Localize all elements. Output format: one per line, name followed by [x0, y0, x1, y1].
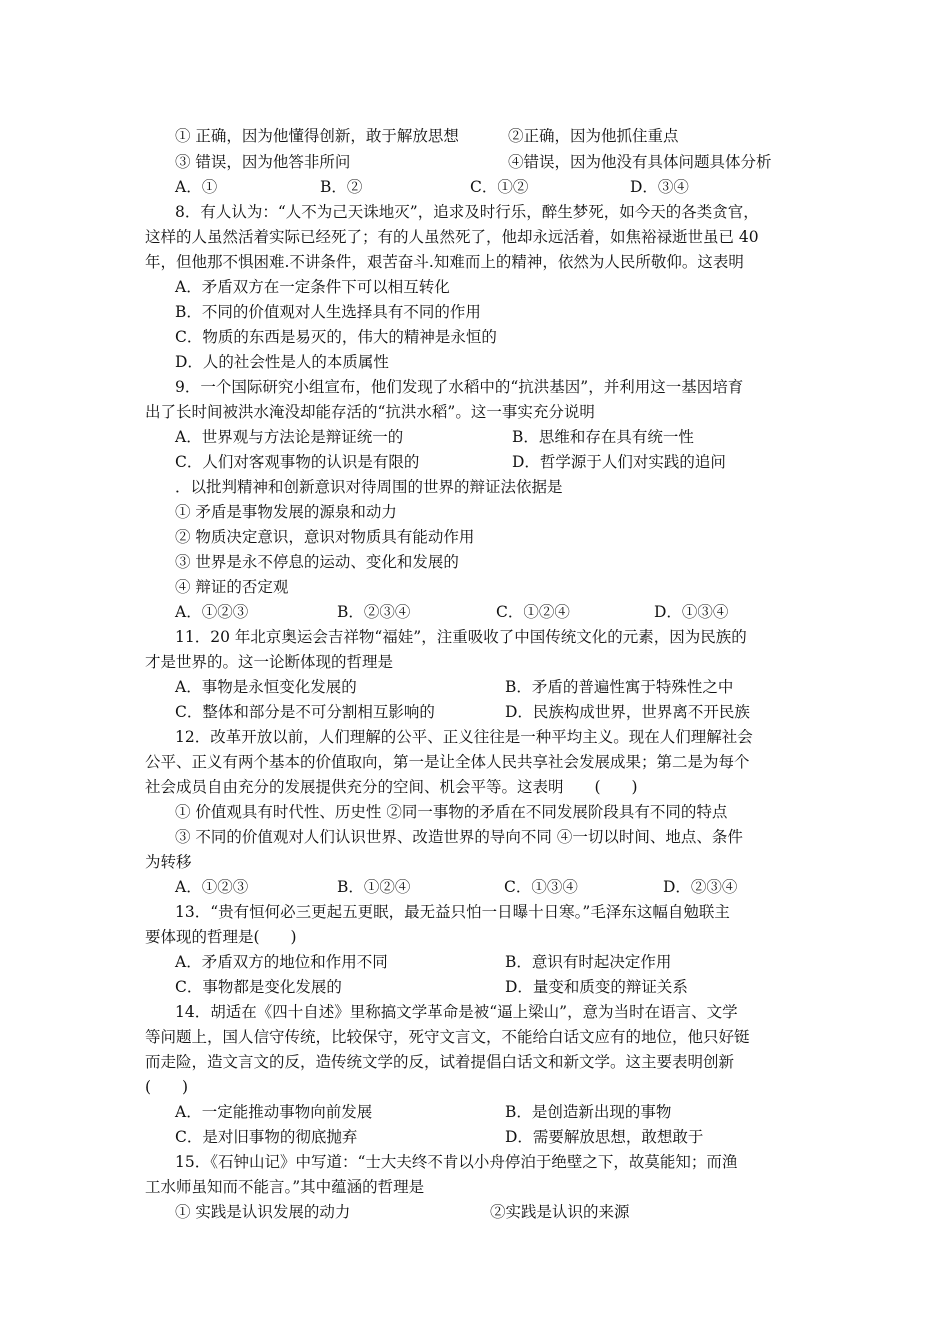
- q14-stem-line-3: 而走险，造文言文的反，造传统文学的反，试着提倡白话文和新文学。这主要表明创新: [145, 1053, 735, 1071]
- q14-option-c: C．是对旧事物的彻底抛弃: [175, 1128, 358, 1146]
- q7-option-b: B．②: [320, 178, 363, 196]
- q13-stem-line-2: 要体现的哲理是( ): [145, 928, 297, 946]
- q14-stem-line-1: 14．胡适在《四十自述》里称搞文学革命是被“逼上梁山”，意为当时在语言、文学: [175, 1003, 738, 1021]
- q13-option-d: D．量变和质变的辩证关系: [505, 978, 688, 996]
- q10-item-3: ③ 世界是永不停息的运动、变化和发展的: [175, 553, 459, 571]
- q9-option-d: D．哲学源于人们对实践的追问: [512, 453, 726, 471]
- q10-option-d: D．①③④: [654, 603, 729, 621]
- q12-stem-line-1: 12．改革开放以前，人们理解的公平、正义往往是一种平均主义。现在人们理解社会: [175, 728, 753, 746]
- q10-option-a: A．①②③: [175, 603, 249, 621]
- q11-option-c: C．整体和部分是不可分割相互影响的: [175, 703, 435, 721]
- q7-statement-3: ③ 错误，因为他答非所问: [175, 153, 351, 171]
- q10-item-2: ② 物质决定意识，意识对物质具有能动作用: [175, 528, 475, 546]
- q10-option-c: C．①②④: [496, 603, 570, 621]
- q7-option-d: D．③④: [630, 178, 689, 196]
- q13-stem-line-1: 13．“贵有恒何必三更起五更眠，最无益只怕一日曝十日寒。”毛泽东这幅自勉联主: [175, 903, 730, 921]
- q8-option-d: D．人的社会性是人的本质属性: [175, 353, 389, 371]
- q9-option-b: B．思维和存在具有统一性: [512, 428, 694, 446]
- q12-stem-line-2: 公平、正义有两个基本的价值取向，第一是让全体人民共享社会发展成果；第二是为每个: [145, 753, 750, 771]
- q8-option-c: C．物质的东西是易灭的，伟大的精神是永恒的: [175, 328, 497, 346]
- q15-statement-1: ① 实践是认识发展的动力: [175, 1203, 351, 1221]
- q15-stem-line-2: 工水师虽知而不能言。”其中蕴涵的哲理是: [145, 1178, 425, 1196]
- q12-item-line-1: ① 价值观具有时代性、历史性 ②同一事物的矛盾在不同发展阶段具有不同的特点: [175, 803, 728, 821]
- q9-option-c: C．人们对客观事物的认识是有限的: [175, 453, 420, 471]
- q7-statement-4: ④错误，因为他没有具体问题具体分析: [508, 153, 772, 171]
- q8-stem-line-3: 年，但他那不惧困难.不讲条件，艰苦奋斗.知难而上的精神，依然为人民所敬仰。这表明: [145, 253, 744, 271]
- q7-statement-2: ②正确，因为他抓住重点: [508, 127, 679, 145]
- q13-option-a: A．矛盾双方的地位和作用不同: [175, 953, 388, 971]
- q9-stem-line-2: 出了长时间被洪水淹没却能存活的“抗洪水稻”。这一事实充分说明: [145, 403, 595, 421]
- q15-statement-2: ②实践是认识的来源: [490, 1203, 630, 1221]
- q7-option-a: A．①: [175, 178, 218, 196]
- q8-option-b: B．不同的价值观对人生选择具有不同的作用: [175, 303, 481, 321]
- q12-item-line-3: 为转移: [145, 853, 192, 871]
- q9-option-a: A．世界观与方法论是辩证统一的: [175, 428, 404, 446]
- q7-option-c: C．①②: [470, 178, 529, 196]
- q11-option-b: B．矛盾的普遍性寓于特殊性之中: [505, 678, 734, 696]
- q13-option-b: B．意识有时起决定作用: [505, 953, 672, 971]
- q10-item-1: ① 矛盾是事物发展的源泉和动力: [175, 503, 397, 521]
- q11-option-a: A．事物是永恒变化发展的: [175, 678, 357, 696]
- q11-option-d: D．民族构成世界，世界离不开民族: [505, 703, 750, 721]
- q9-stem-line-1: 9．一个国际研究小组宣布，他们发现了水稻中的“抗洪基因”，并利用这一基因培育: [175, 378, 744, 396]
- q12-stem-line-3: 社会成员自由充分的发展提供充分的空间、机会平等。这表明 ( ): [145, 778, 638, 796]
- q8-option-a: A．矛盾双方在一定条件下可以相互转化: [175, 278, 450, 296]
- q13-option-c: C．事物都是变化发展的: [175, 978, 342, 996]
- q11-stem-line-2: 才是世界的。这一论断体现的哲理是: [145, 653, 394, 671]
- q7-statement-1: ① 正确，因为他懂得创新，敢于解放思想: [175, 127, 459, 145]
- q8-stem-line-2: 这样的人虽然活着实际已经死了；有的人虽然死了，他却永远活着，如焦裕禄逝世虽已 40: [145, 228, 759, 246]
- q10-option-b: B．②③④: [337, 603, 411, 621]
- q14-stem-line-2: 等问题上，国人信守传统，比较保守，死守文言文，不能给白话文应有的地位，他只好铤: [145, 1028, 750, 1046]
- q8-stem-line-1: 8．有人认为：“人不为己天诛地灭”，追求及时行乐，醉生梦死，如今天的各类贪官，: [175, 203, 759, 221]
- q14-option-d: D．需要解放思想，敢想敢于: [505, 1128, 704, 1146]
- q10-item-4: ④ 辩证的否定观: [175, 578, 289, 596]
- q12-option-c: C．①③④: [504, 878, 578, 896]
- q14-option-b: B．是创造新出现的事物: [505, 1103, 672, 1121]
- q11-stem-line-1: 11．20 年北京奥运会吉祥物“福娃”，注重吸收了中国传统文化的元素，因为民族的: [175, 628, 747, 646]
- q12-option-a: A．①②③: [175, 878, 249, 896]
- q10-stem: ．以批判精神和创新意识对待周围的世界的辩证法依据是: [175, 478, 563, 496]
- q14-option-a: A．一定能推动事物向前发展: [175, 1103, 373, 1121]
- q12-item-line-2: ③ 不同的价值观对人们认识世界、改造世界的导向不同 ④一切以时间、地点、条件: [175, 828, 743, 846]
- q12-option-b: B．①②④: [337, 878, 411, 896]
- q14-stem-line-4: ( ): [145, 1078, 189, 1096]
- q15-stem-line-1: 15．《石钟山记》中写道：“士大夫终不肯以小舟停泊于绝壁之下，故莫能知；而渔: [175, 1153, 738, 1171]
- q12-option-d: D．②③④: [663, 878, 738, 896]
